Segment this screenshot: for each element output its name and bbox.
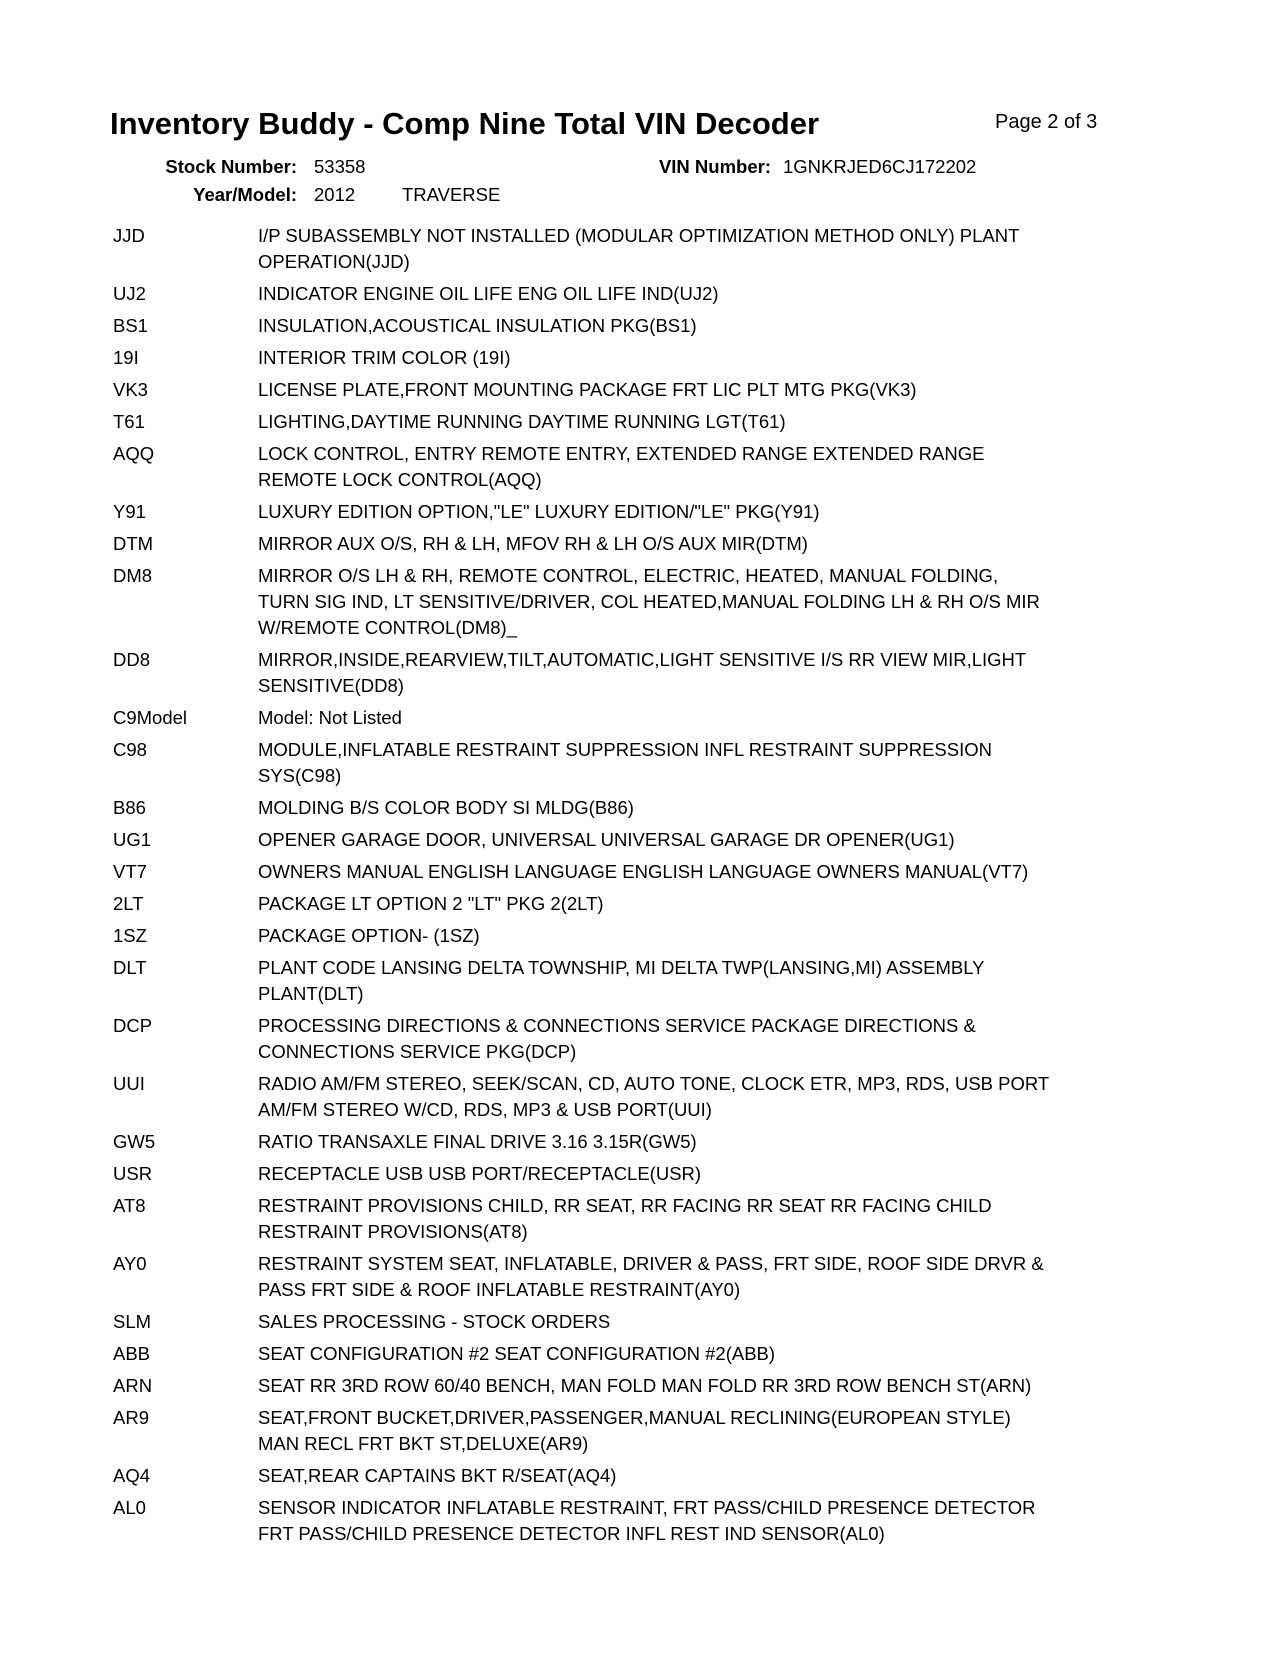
option-description-line: Model: Not Listed <box>258 707 402 728</box>
option-description-line: MIRROR O/S LH & RH, REMOTE CONTROL, ELECTRIC, HEATED, MANUAL FOLDING, <box>258 565 999 586</box>
option-code: DM8 <box>113 565 153 586</box>
option-description-line: PACKAGE LT OPTION 2 "LT" PKG 2(2LT) <box>258 893 604 914</box>
option-row <box>113 313 1173 339</box>
option-row <box>113 1013 1173 1065</box>
option-description-line: SEAT RR 3RD ROW 60/40 BENCH, MAN FOLD MAN FOLD RR 3RD ROW BENCH ST(ARN) <box>258 1375 1032 1396</box>
option-row <box>113 891 1173 917</box>
option-row <box>113 1341 1173 1367</box>
option-description <box>258 1495 1036 1547</box>
option-code: SLM <box>113 1311 152 1332</box>
option-description-line: PACKAGE OPTION- (1SZ) <box>258 925 480 946</box>
option-description-line: RATIO TRANSAXLE FINAL DRIVE 3.16 3.15R(GW5) <box>258 1131 697 1152</box>
option-code: DLT <box>113 957 147 978</box>
option-description <box>258 409 786 435</box>
option-code: GW5 <box>113 1131 156 1152</box>
option-description-line: OWNERS MANUAL ENGLISH LANGUAGE ENGLISH LANGUAGE OWNERS MANUAL(VT7) <box>258 861 1029 882</box>
option-description <box>258 281 719 307</box>
option-code: JJD <box>113 225 145 246</box>
option-description-line: SEAT CONFIGURATION #2 SEAT CONFIGURATION #2(ABB) <box>258 1343 776 1364</box>
option-description <box>258 1251 1044 1303</box>
option-description <box>258 795 634 821</box>
option-description-line: LUXURY EDITION OPTION,"LE" LUXURY EDITION/"LE" PKG(Y91) <box>258 501 820 522</box>
option-description <box>258 1463 616 1489</box>
option-description-line: AM/FM STEREO W/CD, RDS, MP3 & USB PORT(UUI) <box>258 1099 712 1120</box>
option-row <box>113 345 1173 371</box>
option-code: AQQ <box>113 443 155 464</box>
option-description-line: OPERATION(JJD) <box>258 251 410 272</box>
option-description-line: MIRROR AUX O/S, RH & LH, MFOV RH & LH O/S AUX MIR(DTM) <box>258 533 808 554</box>
year-model-label: Year/Model: <box>193 184 297 205</box>
option-row <box>113 923 1173 949</box>
option-row <box>113 531 1173 557</box>
option-description <box>258 499 820 525</box>
option-row <box>113 737 1173 789</box>
option-row <box>113 1251 1173 1303</box>
option-row <box>113 1193 1173 1245</box>
option-description <box>258 345 511 371</box>
option-description <box>258 377 917 403</box>
option-row <box>113 827 1173 853</box>
option-code: C9Model <box>113 707 188 728</box>
option-row <box>113 377 1173 403</box>
option-code: Y91 <box>113 501 146 522</box>
year-value: 2012 <box>314 184 356 205</box>
option-code: 19I <box>113 347 139 368</box>
option-code: C98 <box>113 739 147 760</box>
option-row <box>113 647 1173 699</box>
option-description-line: OPENER GARAGE DOOR, UNIVERSAL UNIVERSAL GARAGE DR OPENER(UG1) <box>258 829 955 850</box>
option-description-line: RESTRAINT SYSTEM SEAT, INFLATABLE, DRIVER & PASS, FRT SIDE, ROOF SIDE DRVR & <box>258 1253 1044 1274</box>
option-row <box>113 1309 1173 1335</box>
option-description-line: PLANT CODE LANSING DELTA TOWNSHIP, MI DELTA TWP(LANSING,MI) ASSEMBLY <box>258 957 985 978</box>
option-description <box>258 955 984 1007</box>
option-description-line: PLANT(DLT) <box>258 983 364 1004</box>
option-description-line: W/REMOTE CONTROL(DM8)_ <box>258 617 517 638</box>
option-code: AY0 <box>113 1253 147 1274</box>
page-title: Inventory Buddy - Comp Nine Total VIN Decoder <box>110 106 820 141</box>
option-description <box>258 647 1026 699</box>
option-description <box>258 1193 992 1245</box>
option-description-line: SENSOR INDICATOR INFLATABLE RESTRAINT, FRT PASS/CHILD PRESENCE DETECTOR <box>258 1497 1036 1518</box>
stock-number-label: Stock Number: <box>165 156 297 177</box>
option-description-line: LOCK CONTROL, ENTRY REMOTE ENTRY, EXTENDED RANGE EXTENDED RANGE <box>258 443 985 464</box>
option-description <box>258 531 808 557</box>
option-code: BS1 <box>113 315 148 336</box>
option-description <box>258 1071 1049 1123</box>
option-description <box>258 1161 701 1187</box>
option-description-line: LICENSE PLATE,FRONT MOUNTING PACKAGE FRT LIC PLT MTG PKG(VK3) <box>258 379 917 400</box>
option-description-line: SALES PROCESSING - STOCK ORDERS <box>258 1311 611 1332</box>
option-description <box>258 705 402 731</box>
option-description-line: SEAT,REAR CAPTAINS BKT R/SEAT(AQ4) <box>258 1465 617 1486</box>
option-code: UG1 <box>113 829 152 850</box>
vin-number-label: VIN Number: <box>658 156 771 177</box>
option-row <box>113 955 1173 1007</box>
option-description-line: LIGHTING,DAYTIME RUNNING DAYTIME RUNNING LGT(T61) <box>258 411 786 432</box>
options-list <box>113 223 1173 1553</box>
option-row <box>113 1161 1173 1187</box>
option-description-line: SYS(C98) <box>258 765 342 786</box>
option-code: 2LT <box>113 893 144 914</box>
option-description-line: I/P SUBASSEMBLY NOT INSTALLED (MODULAR OPTIMIZATION METHOD ONLY) PLANT <box>258 225 1020 246</box>
option-description-line: RADIO AM/FM STEREO, SEEK/SCAN, CD, AUTO TONE, CLOCK ETR, MP3, RDS, USB PORT <box>258 1073 1050 1094</box>
vin-number-value: 1GNKRJED6CJ172202 <box>783 156 977 177</box>
option-description <box>258 1309 610 1335</box>
option-description <box>258 1013 976 1065</box>
option-code: AR9 <box>113 1407 149 1428</box>
option-row <box>113 441 1173 493</box>
option-description-line: RESTRAINT PROVISIONS CHILD, RR SEAT, RR FACING RR SEAT RR FACING CHILD <box>258 1195 992 1216</box>
option-row <box>113 1129 1173 1155</box>
option-row <box>113 859 1173 885</box>
option-row <box>113 281 1173 307</box>
page-number: Page 2 of 3 <box>995 111 1098 133</box>
option-description-line: MODULE,INFLATABLE RESTRAINT SUPPRESSION INFL RESTRAINT SUPPRESSION <box>258 739 992 760</box>
option-code: AL0 <box>113 1497 146 1518</box>
option-description <box>258 313 697 339</box>
option-code: DD8 <box>113 649 151 670</box>
option-description-line: TURN SIG IND, LT SENSITIVE/DRIVER, COL HEATED,MANUAL FOLDING LH & RH O/S MIR <box>258 591 1040 612</box>
option-code: AT8 <box>113 1195 146 1216</box>
option-description <box>258 923 480 949</box>
option-code: DCP <box>113 1015 153 1036</box>
option-description-line: INDICATOR ENGINE OIL LIFE ENG OIL LIFE IND(UJ2) <box>258 283 719 304</box>
stock-number-value: 53358 <box>314 156 366 177</box>
option-row <box>113 409 1173 435</box>
option-row <box>113 563 1173 641</box>
option-description-line: MOLDING B/S COLOR BODY SI MLDG(B86) <box>258 797 634 818</box>
option-row <box>113 1495 1173 1547</box>
option-description-line: REMOTE LOCK CONTROL(AQQ) <box>258 469 542 490</box>
option-code: UUI <box>113 1073 145 1094</box>
option-description-line: MIRROR,INSIDE,REARVIEW,TILT,AUTOMATIC,LIGHT SENSITIVE I/S RR VIEW MIR,LIGHT <box>258 649 1027 670</box>
option-description <box>258 737 992 789</box>
option-description-line: SEAT,FRONT BUCKET,DRIVER,PASSENGER,MANUAL RECLINING(EUROPEAN STYLE) <box>258 1407 1011 1428</box>
option-row <box>113 705 1173 731</box>
option-description-line: PASS FRT SIDE & ROOF INFLATABLE RESTRAINT(AY0) <box>258 1279 741 1300</box>
option-description-line: INSULATION,ACOUSTICAL INSULATION PKG(BS1) <box>258 315 697 336</box>
option-description-line: FRT PASS/CHILD PRESENCE DETECTOR INFL REST IND SENSOR(AL0) <box>258 1523 885 1544</box>
option-code: VK3 <box>113 379 148 400</box>
model-value: TRAVERSE <box>402 184 501 205</box>
option-code: 1SZ <box>113 925 147 946</box>
option-description <box>258 1129 697 1155</box>
option-description <box>258 1341 775 1367</box>
option-description <box>258 441 984 493</box>
option-description-line: INTERIOR TRIM COLOR (19I) <box>258 347 511 368</box>
option-row <box>113 1463 1173 1489</box>
option-row <box>113 499 1173 525</box>
option-code: USR <box>113 1163 153 1184</box>
option-code: T61 <box>113 411 145 432</box>
option-row <box>113 1071 1173 1123</box>
option-code: UJ2 <box>113 283 146 304</box>
option-description-line: MAN RECL FRT BKT ST,DELUXE(AR9) <box>258 1433 589 1454</box>
option-description <box>258 563 1040 641</box>
option-description-line: CONNECTIONS SERVICE PKG(DCP) <box>258 1041 577 1062</box>
option-description <box>258 1405 1011 1457</box>
option-code: ABB <box>113 1343 151 1364</box>
option-row <box>113 1373 1173 1399</box>
option-row <box>113 795 1173 821</box>
option-description <box>258 827 955 853</box>
option-description <box>258 1373 1031 1399</box>
option-code: DTM <box>113 533 154 554</box>
option-description-line: RESTRAINT PROVISIONS(AT8) <box>258 1221 528 1242</box>
option-description-line: RECEPTACLE USB USB PORT/RECEPTACLE(USR) <box>258 1163 702 1184</box>
option-code: AQ4 <box>113 1465 151 1486</box>
option-row <box>113 1405 1173 1457</box>
option-row <box>113 223 1173 275</box>
option-code: VT7 <box>113 861 147 882</box>
option-description <box>258 223 1019 275</box>
option-code: B86 <box>113 797 146 818</box>
option-description <box>258 859 1028 885</box>
option-description-line: SENSITIVE(DD8) <box>258 675 404 696</box>
option-description <box>258 891 604 917</box>
option-code: ARN <box>113 1375 153 1396</box>
option-description-line: PROCESSING DIRECTIONS & CONNECTIONS SERVICE PACKAGE DIRECTIONS & <box>258 1015 976 1036</box>
